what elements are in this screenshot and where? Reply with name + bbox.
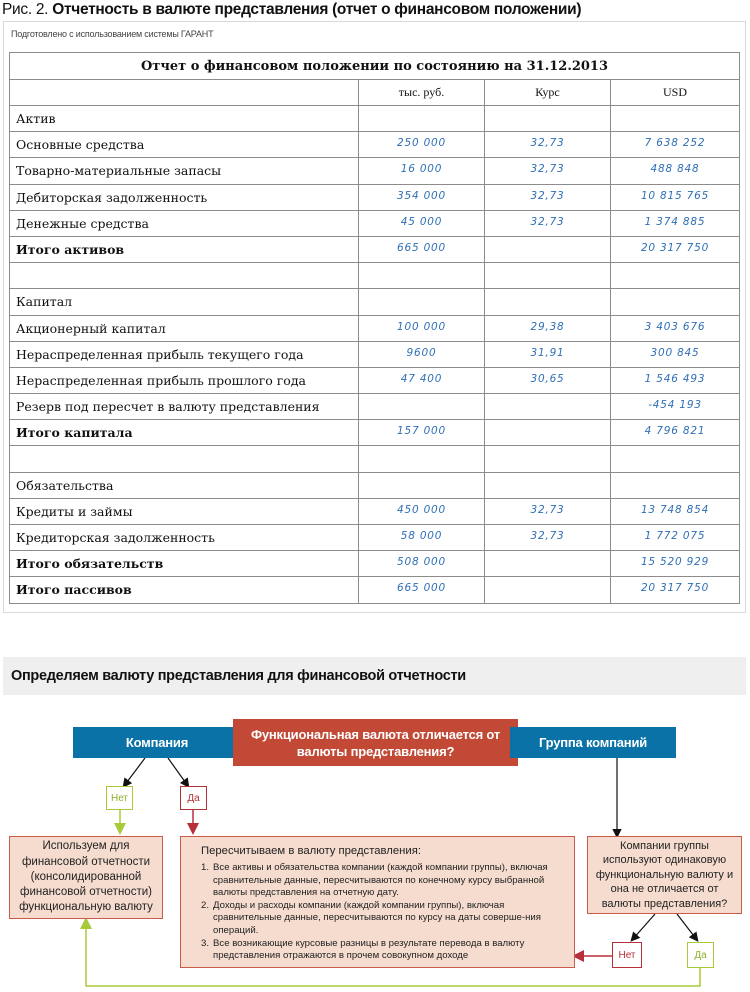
functional-currency-question (233, 719, 518, 766)
table-title: Отчет о финансовом положении по состоянию на 31.12.2013 (10, 53, 740, 80)
row-usd-value: 20 317 750 (611, 236, 740, 262)
row-rub-value: 9600 (359, 341, 485, 367)
row-usd-value: 3 403 676 (611, 315, 740, 341)
table-row (10, 420, 740, 446)
row-rub-value: 157 000 (359, 420, 485, 446)
row-rub-value: 508 000 (359, 551, 485, 577)
row-rate-value: 32,73 (485, 158, 611, 184)
recalc-step: 1. Все активы и обязательства компании (каждой компании группы), включая сравнительные данные, пересчитываются по конечному курсу выбранной валюты представления на отчетную дату. (201, 862, 548, 898)
row-label: Итого капитала (10, 420, 359, 446)
left-no-label: Нет (110, 792, 129, 804)
row-usd-value: 488 848 (611, 158, 740, 184)
group-question-box (587, 836, 742, 914)
table-row (10, 132, 740, 158)
recalc-steps (181, 837, 574, 964)
row-rub-value: 58 000 (359, 525, 485, 551)
row-usd-value: 4 796 821 (611, 420, 740, 446)
figure-caption-prefix: Рис. 2. (2, 1, 49, 18)
row-usd-value (611, 446, 740, 472)
row-usd-value (611, 472, 740, 498)
company-label: Компания (125, 735, 189, 750)
column-header-usd: USD (611, 80, 740, 106)
table-row (10, 315, 740, 341)
recalc-box (180, 836, 575, 968)
row-label: Нераспределенная прибыль прошлого года (10, 367, 359, 393)
row-rate-value: 29,38 (485, 315, 611, 341)
table-title-row (10, 53, 740, 80)
use-functional-box (9, 836, 163, 919)
row-rate-value (485, 577, 611, 603)
row-label: Нераспределенная прибыль текущего года (10, 341, 359, 367)
row-usd-value (611, 289, 740, 315)
right-yes-tag (687, 942, 714, 968)
row-usd-value (611, 106, 740, 132)
row-rub-value: 354 000 (359, 184, 485, 210)
row-label: Актив (10, 106, 359, 132)
row-label (10, 446, 359, 472)
row-rate-value (485, 106, 611, 132)
recalc-step: 3. Все возникающие курсовые разницы в результате перевода в валюту представления отражаются в прочем совокупном доходе (201, 938, 525, 962)
row-rate-value (485, 551, 611, 577)
row-usd-value: -454 193 (611, 394, 740, 420)
row-rub-value (359, 263, 485, 289)
section-header (3, 657, 746, 695)
row-rub-value (359, 472, 485, 498)
table-row (10, 341, 740, 367)
row-rub-value: 250 000 (359, 132, 485, 158)
table-row (10, 263, 740, 289)
financial-position-table (9, 52, 740, 604)
table-row (10, 577, 740, 603)
row-rate-value (485, 446, 611, 472)
functional-currency-question-text: Функциональная валюта отличается от валюты представления? (250, 726, 501, 759)
left-yes-tag (180, 786, 207, 810)
table-row (10, 289, 740, 315)
column-header-rub: тыс. руб. (359, 80, 485, 106)
row-label: Дебиторская задолженность (10, 184, 359, 210)
figure-caption (2, 1, 581, 19)
row-usd-value: 1 772 075 (611, 525, 740, 551)
row-label: Резерв под пересчет в валюту представления (10, 394, 359, 420)
table-row (10, 184, 740, 210)
recalc-lead: Пересчитываем в валюту представления: (201, 845, 421, 857)
row-label: Денежные средства (10, 210, 359, 236)
recalc-step-list (201, 862, 564, 962)
right-no-tag (612, 942, 642, 968)
row-label (10, 263, 359, 289)
row-rub-value (359, 394, 485, 420)
row-rub-value (359, 289, 485, 315)
row-rate-value (485, 289, 611, 315)
table-row (10, 367, 740, 393)
row-label: Товарно-материальные запасы (10, 158, 359, 184)
table-row (10, 210, 740, 236)
row-rate-value (485, 420, 611, 446)
group-box (510, 727, 676, 758)
row-label: Итого обязательств (10, 551, 359, 577)
row-label: Кредиты и займы (10, 498, 359, 524)
row-rate-value: 32,73 (485, 210, 611, 236)
row-label: Итого пассивов (10, 577, 359, 603)
row-rub-value: 665 000 (359, 577, 485, 603)
row-label: Обязательства (10, 472, 359, 498)
row-rate-value (485, 263, 611, 289)
table-row (10, 525, 740, 551)
row-rate-value: 30,65 (485, 367, 611, 393)
group-label: Группа компаний (538, 735, 648, 750)
row-rate-value (485, 236, 611, 262)
table-row (10, 446, 740, 472)
right-yes-label: Да (694, 949, 707, 961)
column-header-rate: Курс (485, 80, 611, 106)
right-no-label: Нет (618, 949, 636, 961)
row-rub-value (359, 446, 485, 472)
company-box (73, 727, 241, 758)
row-rate-value (485, 472, 611, 498)
row-usd-value (611, 263, 740, 289)
row-rub-value: 665 000 (359, 236, 485, 262)
table-row (10, 106, 740, 132)
table-row (10, 236, 740, 262)
row-usd-value: 1 374 885 (611, 210, 740, 236)
left-yes-label: Да (187, 792, 200, 804)
row-label: Акционерный капитал (10, 315, 359, 341)
row-usd-value: 7 638 252 (611, 132, 740, 158)
report-panel (3, 21, 746, 613)
row-label: Итого активов (10, 236, 359, 262)
row-usd-value: 15 520 929 (611, 551, 740, 577)
section-title: Определяем валюту представления для финансовой отчетности (11, 668, 466, 684)
row-rate-value: 31,91 (485, 341, 611, 367)
table-header-row (10, 80, 740, 106)
group-question-text: Компании группы используют одинаковую функциональную валюту и она не отличается от валюты представления? (595, 839, 734, 910)
left-no-tag (106, 786, 133, 810)
row-rate-value: 32,73 (485, 498, 611, 524)
row-rub-value: 45 000 (359, 210, 485, 236)
table-row (10, 498, 740, 524)
row-label: Капитал (10, 289, 359, 315)
row-rub-value: 450 000 (359, 498, 485, 524)
row-rub-value (359, 106, 485, 132)
row-rub-value: 100 000 (359, 315, 485, 341)
table-row (10, 472, 740, 498)
row-usd-value: 20 317 750 (611, 577, 740, 603)
row-rub-value: 16 000 (359, 158, 485, 184)
table-row (10, 551, 740, 577)
figure-caption-title: Отчетность в валюте представления (отчет о финансовом положении) (52, 1, 582, 18)
row-usd-value: 1 546 493 (611, 367, 740, 393)
row-rate-value: 32,73 (485, 184, 611, 210)
row-usd-value: 10 815 765 (611, 184, 740, 210)
recalc-step: 2. Доходы и расходы компании (каждой компании группы), включая сравнительные данные, пересчитываются по курсу на даты соверше-ния операций. (201, 900, 541, 936)
garant-note: Подготовлено с использованием системы ГАРАНТ (11, 29, 214, 39)
row-usd-value: 13 748 854 (611, 498, 740, 524)
row-usd-value: 300 845 (611, 341, 740, 367)
use-functional-text: Используем для финансовой отчетности (консолидированной финансовой отчетности) функциональную валюту (19, 840, 153, 914)
row-label: Основные средства (10, 132, 359, 158)
row-rub-value: 47 400 (359, 367, 485, 393)
row-label: Кредиторская задолженность (10, 525, 359, 551)
table-row (10, 158, 740, 184)
row-rate-value: 32,73 (485, 525, 611, 551)
table-row (10, 394, 740, 420)
row-rate-value: 32,73 (485, 132, 611, 158)
column-header-item (10, 80, 359, 106)
row-rate-value (485, 394, 611, 420)
